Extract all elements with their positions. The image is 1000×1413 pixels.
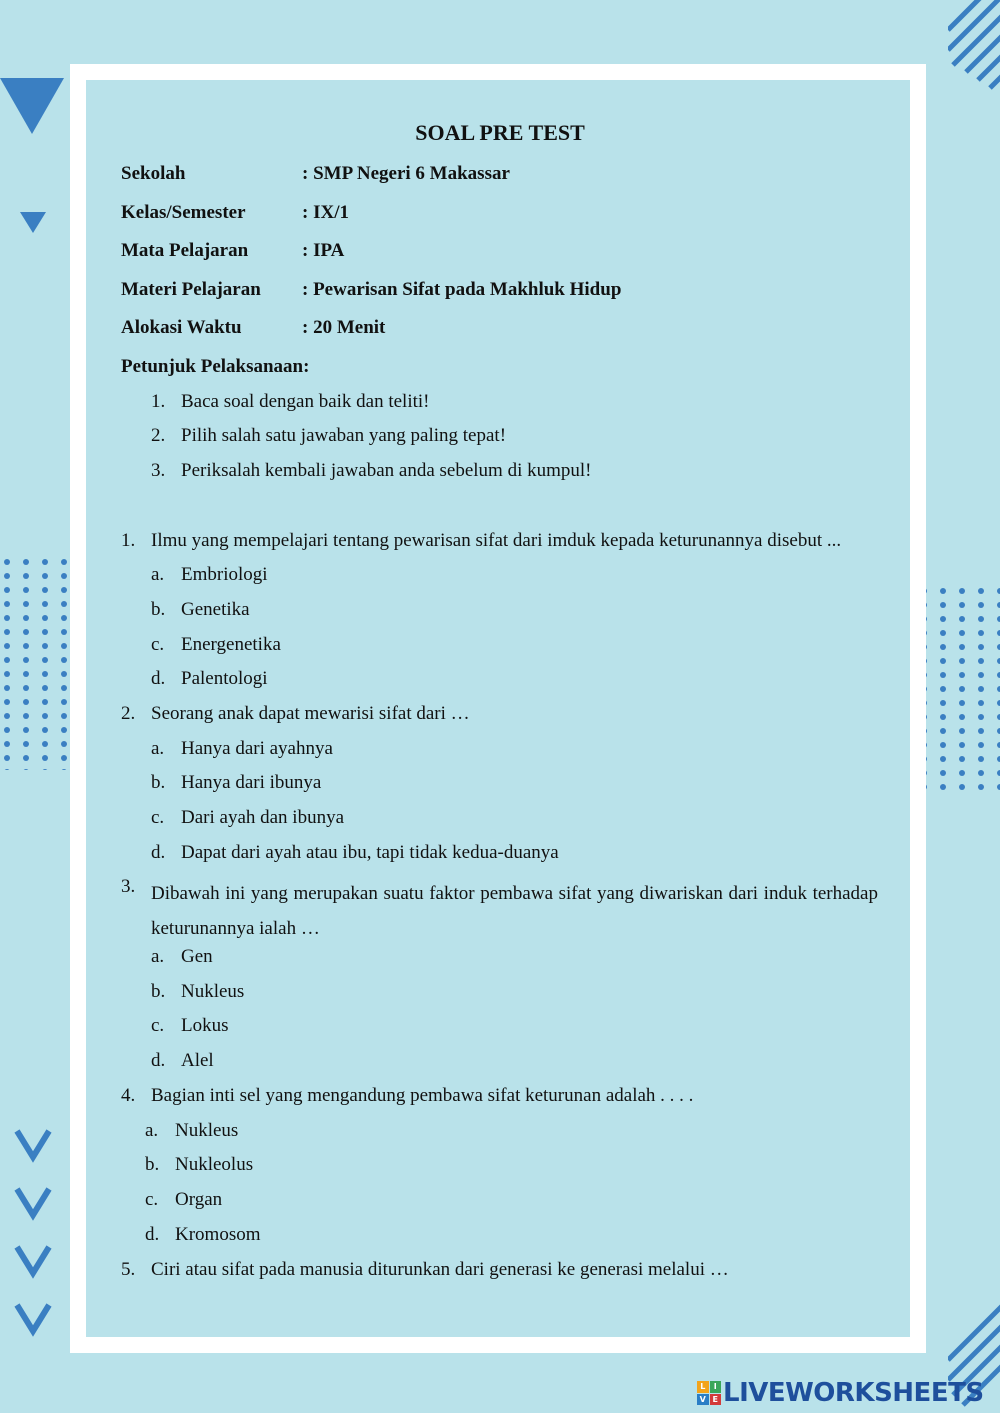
info-label: Mata Pelajaran (121, 240, 249, 261)
option-3b[interactable]: b. Nukleus (151, 981, 245, 1002)
option-3a[interactable]: a. Gen (151, 946, 213, 967)
question-3-number: 3. (121, 876, 136, 897)
info-label: Sekolah (121, 163, 186, 184)
question-1: 1. Ilmu yang mempelajari tentang pewarisan sifat dari imduk kepada keturunannya disebut ... (121, 530, 842, 551)
info-value: : 20 Menit (302, 317, 386, 338)
logo-text: LIVEWORKSHEETS (723, 1378, 984, 1408)
option-2b[interactable]: b. Hanya dari ibunya (151, 772, 322, 793)
instruction-item: 2. Pilih salah satu jawaban yang paling tepat! (151, 425, 507, 446)
logo-mark-icon: L I V E (697, 1381, 721, 1405)
info-label: Alokasi Waktu (121, 317, 242, 338)
chevron-down-icon (14, 1241, 52, 1279)
question-2: 2. Seorang anak dapat mewarisi sifat dari … (121, 703, 470, 724)
instruction-item: 1. Baca soal dengan baik dan teliti! (151, 391, 430, 412)
chevron-down-icon (14, 1125, 52, 1163)
chevron-down-icon (14, 1183, 52, 1221)
info-value: : Pewarisan Sifat pada Makhluk Hidup (302, 279, 622, 300)
info-value: : SMP Negeri 6 Makassar (302, 163, 510, 184)
option-2c[interactable]: c. Dari ayah dan ibunya (151, 807, 345, 828)
info-label: Kelas/Semester (121, 202, 246, 223)
info-row-material (121, 279, 621, 301)
info-row-school (121, 163, 510, 185)
info-row-subject (121, 240, 344, 262)
info-label: Materi Pelajaran (121, 279, 261, 300)
option-2d[interactable]: d. Dapat dari ayah atau ibu, tapi tidak kedua-duanya (151, 842, 559, 863)
info-value: : IPA (302, 240, 345, 261)
liveworksheets-logo[interactable] (697, 1378, 984, 1408)
option-4d[interactable]: d. Kromosom (145, 1224, 261, 1245)
option-2a[interactable]: a. Hanya dari ayahnya (151, 738, 333, 759)
option-4b[interactable]: b. Nukleolus (145, 1154, 254, 1175)
question-4: 4. Bagian inti sel yang mengandung pembawa sifat keturunan adalah . . . . (121, 1085, 694, 1106)
option-1a[interactable]: a. Embriologi (151, 564, 268, 585)
instruction-item: 3. Periksalah kembali jawaban anda sebelum di kumpul! (151, 460, 592, 481)
stripes-top-decoration (948, 0, 1000, 95)
option-1d[interactable]: d. Palentologi (151, 668, 268, 689)
page-title: SOAL PRE TEST (415, 120, 585, 145)
option-1b[interactable]: b. Genetika (151, 599, 250, 620)
option-4a[interactable]: a. Nukleus (145, 1120, 239, 1141)
question-3: Dibawah ini yang merupakan suatu faktor pembawa sifat yang diwariskan dari induk terhadap keturunannya ialah … (151, 883, 878, 939)
info-value: : IX/1 (302, 202, 349, 223)
option-3d[interactable]: d. Alel (151, 1050, 214, 1071)
info-row-class (121, 202, 349, 224)
option-1c[interactable]: c. Energenetika (151, 634, 281, 655)
triangle-small-decoration (20, 212, 46, 233)
info-row-duration (121, 317, 385, 339)
option-3c[interactable]: c. Lokus (151, 1015, 229, 1036)
chevron-down-icon (14, 1299, 52, 1337)
instructions-title: Petunjuk Pelaksanaan: (121, 356, 310, 377)
option-4c[interactable]: c. Organ (145, 1189, 223, 1210)
question-5: 5. Ciri atau sifat pada manusia diturunkan dari generasi ke generasi melalui … (121, 1259, 729, 1280)
